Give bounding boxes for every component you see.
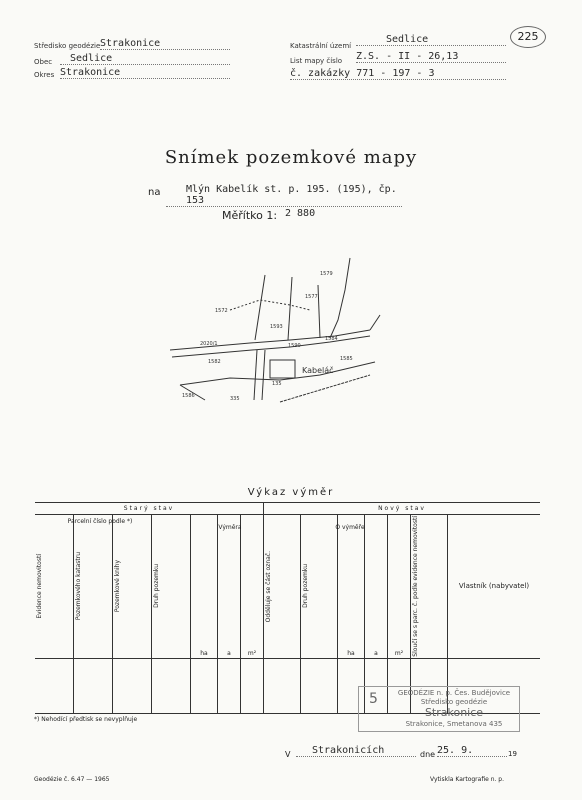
map-label-1593: 1593 [270, 324, 283, 330]
zakazky-value: č. zakázky 771 - 197 - 3 [290, 68, 506, 80]
map-label-kabelac: Kabeláč [302, 366, 334, 375]
stamp-line1: GEODÉZIE n. p. Čes. Budějovice [397, 689, 511, 697]
na-label: na [148, 187, 161, 198]
col-oddeluje: Odděluje se část označ. [265, 550, 272, 623]
year-label: 19 [508, 750, 517, 758]
obec-value: Sedlice [60, 53, 230, 65]
map-label-1586: 1586 [182, 393, 195, 399]
col-m2: m² [241, 515, 264, 659]
col-a-novy: a [365, 515, 388, 659]
parcelni-cislo-label: Parcelní číslo podle *) [67, 518, 133, 525]
dne-value: 25. 9. [437, 745, 507, 757]
stredisko-label: Středisko geodézie [34, 42, 101, 50]
map-sketch [170, 250, 400, 425]
vymera-label: Výměra [218, 524, 242, 531]
meritko-value: 2 880 [285, 208, 316, 219]
corner-number: 225 [510, 26, 546, 48]
col-knihy: Pozemkové knihy [114, 560, 121, 613]
map-label-1577: 1577 [305, 294, 318, 300]
na-value: Mlýn Kabelík st. p. 195. (195), čp. 153 [166, 184, 402, 207]
col-pozemkoveho: Pozemkového katastru [75, 552, 82, 621]
map-label-135: 135 [272, 381, 282, 387]
stary-stav-header: Starý stav [35, 503, 264, 515]
stamp-line4: Strakonice, Smetanova 435 [405, 720, 503, 728]
stamp-line2: Středisko geodézie [420, 698, 488, 706]
page-title: Snímek pozemkové mapy [164, 147, 418, 168]
dne-label: dne [420, 750, 436, 759]
col-a: a [218, 515, 241, 659]
novy-stav-header: Nový stav [264, 503, 541, 515]
vykaz-table [35, 502, 540, 714]
map-label-1582: 1582 [208, 359, 221, 365]
col-druh: Druh pozemku [153, 564, 160, 609]
col-slouceni: Sloučí se s parc. č. podle evidence nemovitostí [412, 516, 419, 657]
stamp-line3: Strakonice [424, 706, 484, 719]
list-label: List mapy číslo [290, 57, 343, 65]
footnote: *) Nehodící předtisk se nevyplňuje [34, 716, 138, 723]
stamp-digit: 5 [369, 691, 378, 707]
col-m2-novy: m² [388, 515, 411, 659]
col-ha: ha [191, 515, 218, 659]
map-label-1572: 1572 [215, 308, 228, 314]
o-vymere-label: O výměře [335, 524, 365, 531]
katastralni-label: Katastrální území [290, 42, 352, 50]
map-label-335: 335 [230, 396, 240, 402]
map-label-1585: 1585 [340, 356, 353, 362]
form-code: Geodézie č. 6.47 — 1965 [34, 776, 110, 783]
map-label-2020: 2020/1 [200, 341, 218, 347]
okres-label: Okres [34, 71, 55, 79]
obec-label: Obec [34, 58, 53, 66]
meritko-label: Měřítko 1: [222, 209, 278, 222]
v-value: Strakonicích [296, 745, 416, 757]
col-druh-novy: Druh pozemku [302, 564, 309, 609]
col-vlastnik: Vlastník (nabyvatel) [448, 515, 541, 659]
office-stamp [358, 686, 520, 732]
col-ha-novy: ha [338, 515, 365, 659]
okres-value: Strakonice [60, 67, 230, 79]
stredisko-value: Strakonice [100, 38, 230, 50]
map-label-1584: 1584 [325, 336, 338, 342]
col-evidence: Evidence nemovitostí [36, 554, 43, 619]
katastralni-value: Sedlice [356, 34, 506, 46]
printer: Vytiskla Kartografie n. p. [430, 776, 505, 783]
map-label-1579: 1579 [320, 271, 333, 277]
map-label-1590: 1590 [288, 343, 301, 349]
v-label: V [285, 750, 291, 759]
list-value: Z.S. - II - 26,13 [356, 51, 506, 63]
table-heading: Výkaz výměr [247, 487, 335, 498]
